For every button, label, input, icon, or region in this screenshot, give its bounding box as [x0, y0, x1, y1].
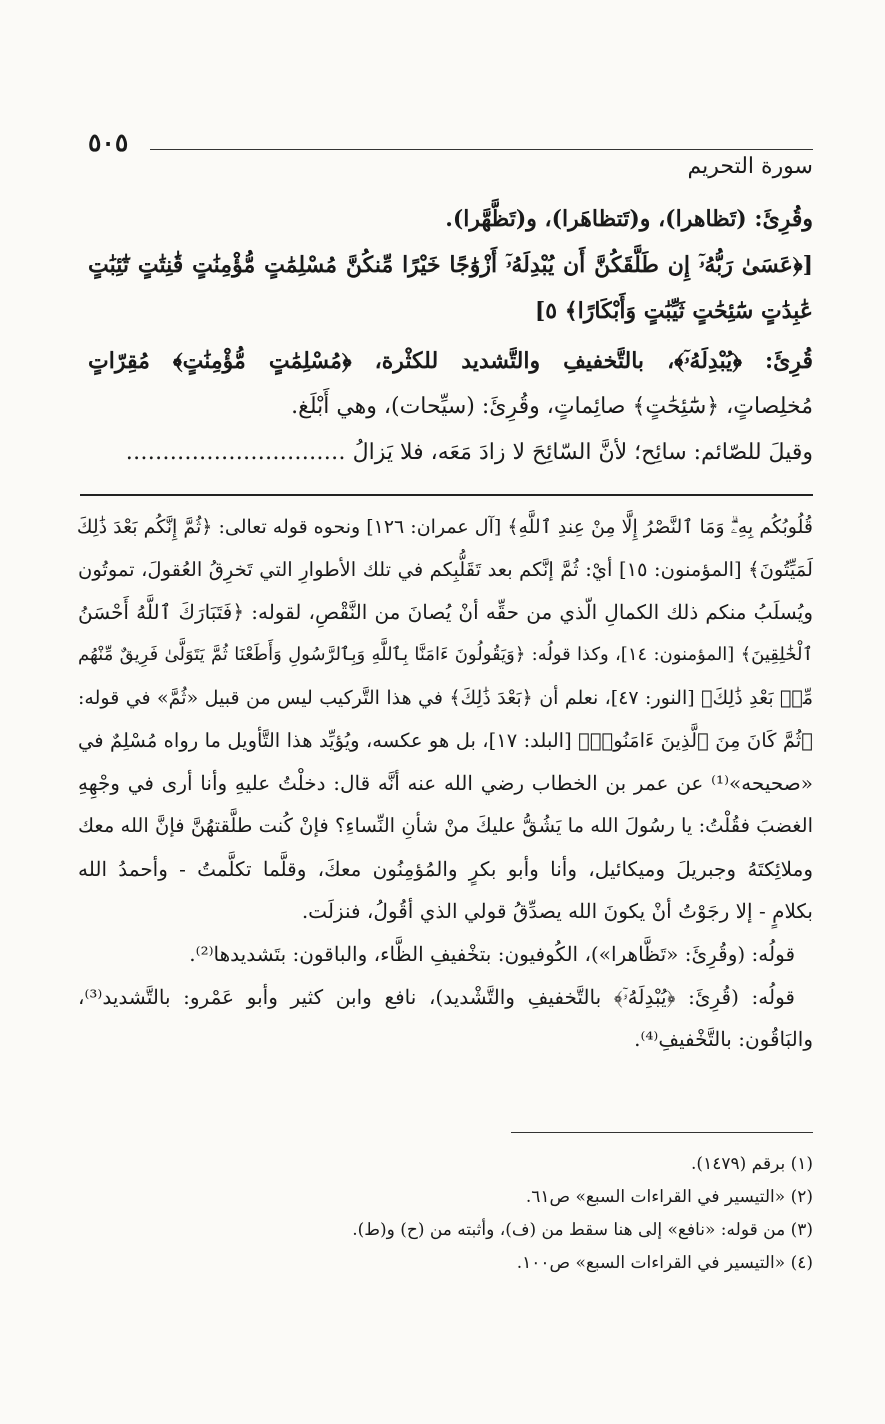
commentary	[78, 506, 813, 1061]
commentary-line: بكلامٍ - إلا رجَوْتُ أنْ يكونَ الله يصدِّقُ قولي الذي أقُولُ، فنزلَت.	[301, 899, 813, 924]
commentary-line: مِّنۢ بَعْدِ ذَٰلِكَ﴾ [النور: ٤٧]، نعلم أن ﴿بَعْدَ ذَٰلِكَ﴾ في هذا التَّركيب ليس من قبيل «ثُمَّ» في قوله:	[78, 686, 814, 709]
commentary-paragraph: قولُه: (وقُرِئَ: «تَظَّاهرا»)، الكُوفيون: بتخْفيفِ الظَّاء، والباقون: بتَشديدها⁽²⁾.	[189, 942, 795, 967]
commentary-line: لَمَيِّتُونَ﴾ [المؤمنون: ١٥] أيْ: ثُمَّ إنَّكم بعد تَقَلُّبِكم في تلك الأطوارِ التي تَخرِقُ العُقولَ، تموتُون	[78, 557, 813, 581]
footnote: (٢) «التيسير في القراءات السبع» ص٦١.	[525, 1187, 813, 1207]
main-line: مُخلِصاتٍ، ﴿سَٰٓئِحَٰتٍ﴾ صائِماتٍ، وقُرِئَ: (سيِّحات)، وهي أَبْلَغ.	[291, 394, 813, 419]
running-header	[88, 128, 813, 188]
commentary-line: ٱلْخَٰلِقِينَ﴾ [المؤمنون: ١٤]، وكذا قولُه: ﴿وَيَقُولُونَ ءَامَنَّا بِٱللَّهِ وَبِٱلرَّسُولِ وَأَطَعْنَا ثُمَّ يَتَوَلَّىٰ فَرِيقٌ مِّنْهُم	[78, 644, 813, 666]
quran-verse-line: [﴿عَسَىٰ رَبُّهُۥٓ إِن طَلَّقَكُنَّ أَن يُبْدِلَهُۥٓ أَزْوَٰجًا خَيْرًا مِّنكُنَّ مُسْلِمَٰتٍ مُّؤْمِنَٰتٍ قَٰنِتَٰتٍ تَٰٓئِبَٰتٍ	[88, 252, 813, 278]
footnote-divider	[511, 1132, 813, 1133]
commentary-line: وملائِكتَهُ وجبريلَ وميكائيل، وأنا وأبو بكرٍ والمُؤمِنُون معكَ، وقلَّما تكلَّمتُ - وأحمدُ الله	[78, 856, 813, 881]
quran-verse-line: عَٰبِدَٰتٍ سَٰٓئِحَٰتٍ ثَيِّبَٰتٍ وَأَبْكَارًا﴾ ٥]	[534, 298, 813, 324]
header-rule	[150, 149, 813, 150]
main-line	[88, 430, 813, 476]
footnote: (١) برقم (١٤٧٩).	[691, 1154, 813, 1174]
commentary-line: الغضبَ فقُلْتُ: يا رسُولَ الله ما يَشُقُّ عليكَ منْ شأنِ النِّساءِ؟ فإنْ كُنت طلَّقتهُنَّ فإنَّ الله معك	[78, 813, 813, 837]
commentary-line: «صحيحه»⁽¹⁾ عن عمر بن الخطاب رضي الله عنه أنَّه قال: دخلْتُ عليهِ وأنا أرى في وجْهِهِ	[78, 771, 814, 796]
footnotes	[213, 1148, 813, 1280]
footnote: (٤) «التيسير في القراءات السبع» ص١٠٠.	[516, 1253, 813, 1273]
main-line: وقُرِئَ: (تَظاهرا)، و(تَتظاهَرا)، و(تَظَّهَّرا).	[445, 206, 813, 232]
commentary-line: ويُسلَبُ منكم ذلك الكمالِ الّذي من حقِّه أنْ يُصانَ من النَّقْصِ، لقوله: ﴿فَتَبَارَكَ ٱللَّهُ أَحْسَنُ	[78, 600, 813, 625]
commentary-paragraph: قولُه: (قُرِئَ: ﴿يُبْدِلَهُۥٓ﴾ بالتَّخفيفِ والتَّشْديد)، نافع وابن كثير وأبو عَمْرو: بالتَّشديد⁽³⁾،	[78, 984, 795, 1009]
page-number: ٥٠٥	[88, 128, 129, 157]
commentary-line: قُلُوبُكُم بِهِۦۗ وَمَا ٱلنَّصْرُ إِلَّا مِنْ عِندِ ٱللَّهِ﴾ [آل عمران: ١٢٦] ونحوه قوله تعالى: ﴿ثُمَّ إِنَّكُم بَعْدَ ذَٰلِكَ	[76, 516, 813, 538]
main-line-text: وقيلَ للصّائم: سائِح؛ لأنَّ السّائِحَ لا زادَ مَعَه، فلا يَزالُ	[352, 440, 813, 465]
main-text	[88, 196, 813, 476]
continuation-dots: …………………………	[125, 440, 346, 465]
surah-title: سورة التحريم	[687, 154, 813, 179]
footnote: (٣) من قوله: «نافع» إلى هنا سقط من (ف)، وأثبته من (ح) و(ط).	[352, 1220, 813, 1240]
section-divider	[80, 494, 813, 496]
main-line: قُرِئَ: ﴿يُبْدِلَهُۥٓ﴾، بالتَّخفيفِ والتَّشديد للكثْرة، ﴿مُسْلِمَٰتٍ مُّؤْمِنَٰتٍ﴾ مُقِرّاتٍ	[88, 348, 813, 374]
commentary-line: والبَاقُون: بالتَّخْفيفِ⁽⁴⁾.	[634, 1027, 813, 1052]
commentary-line: ﴿ثُمَّ كَانَ مِنَ ٱلَّذِينَ ءَامَنُوا۟﴾ [البلد: ١٧]، بل هو عكسه، ويُؤيِّد هذا التَّأويل ما رواه مُسْلِمٌ في	[78, 728, 813, 752]
